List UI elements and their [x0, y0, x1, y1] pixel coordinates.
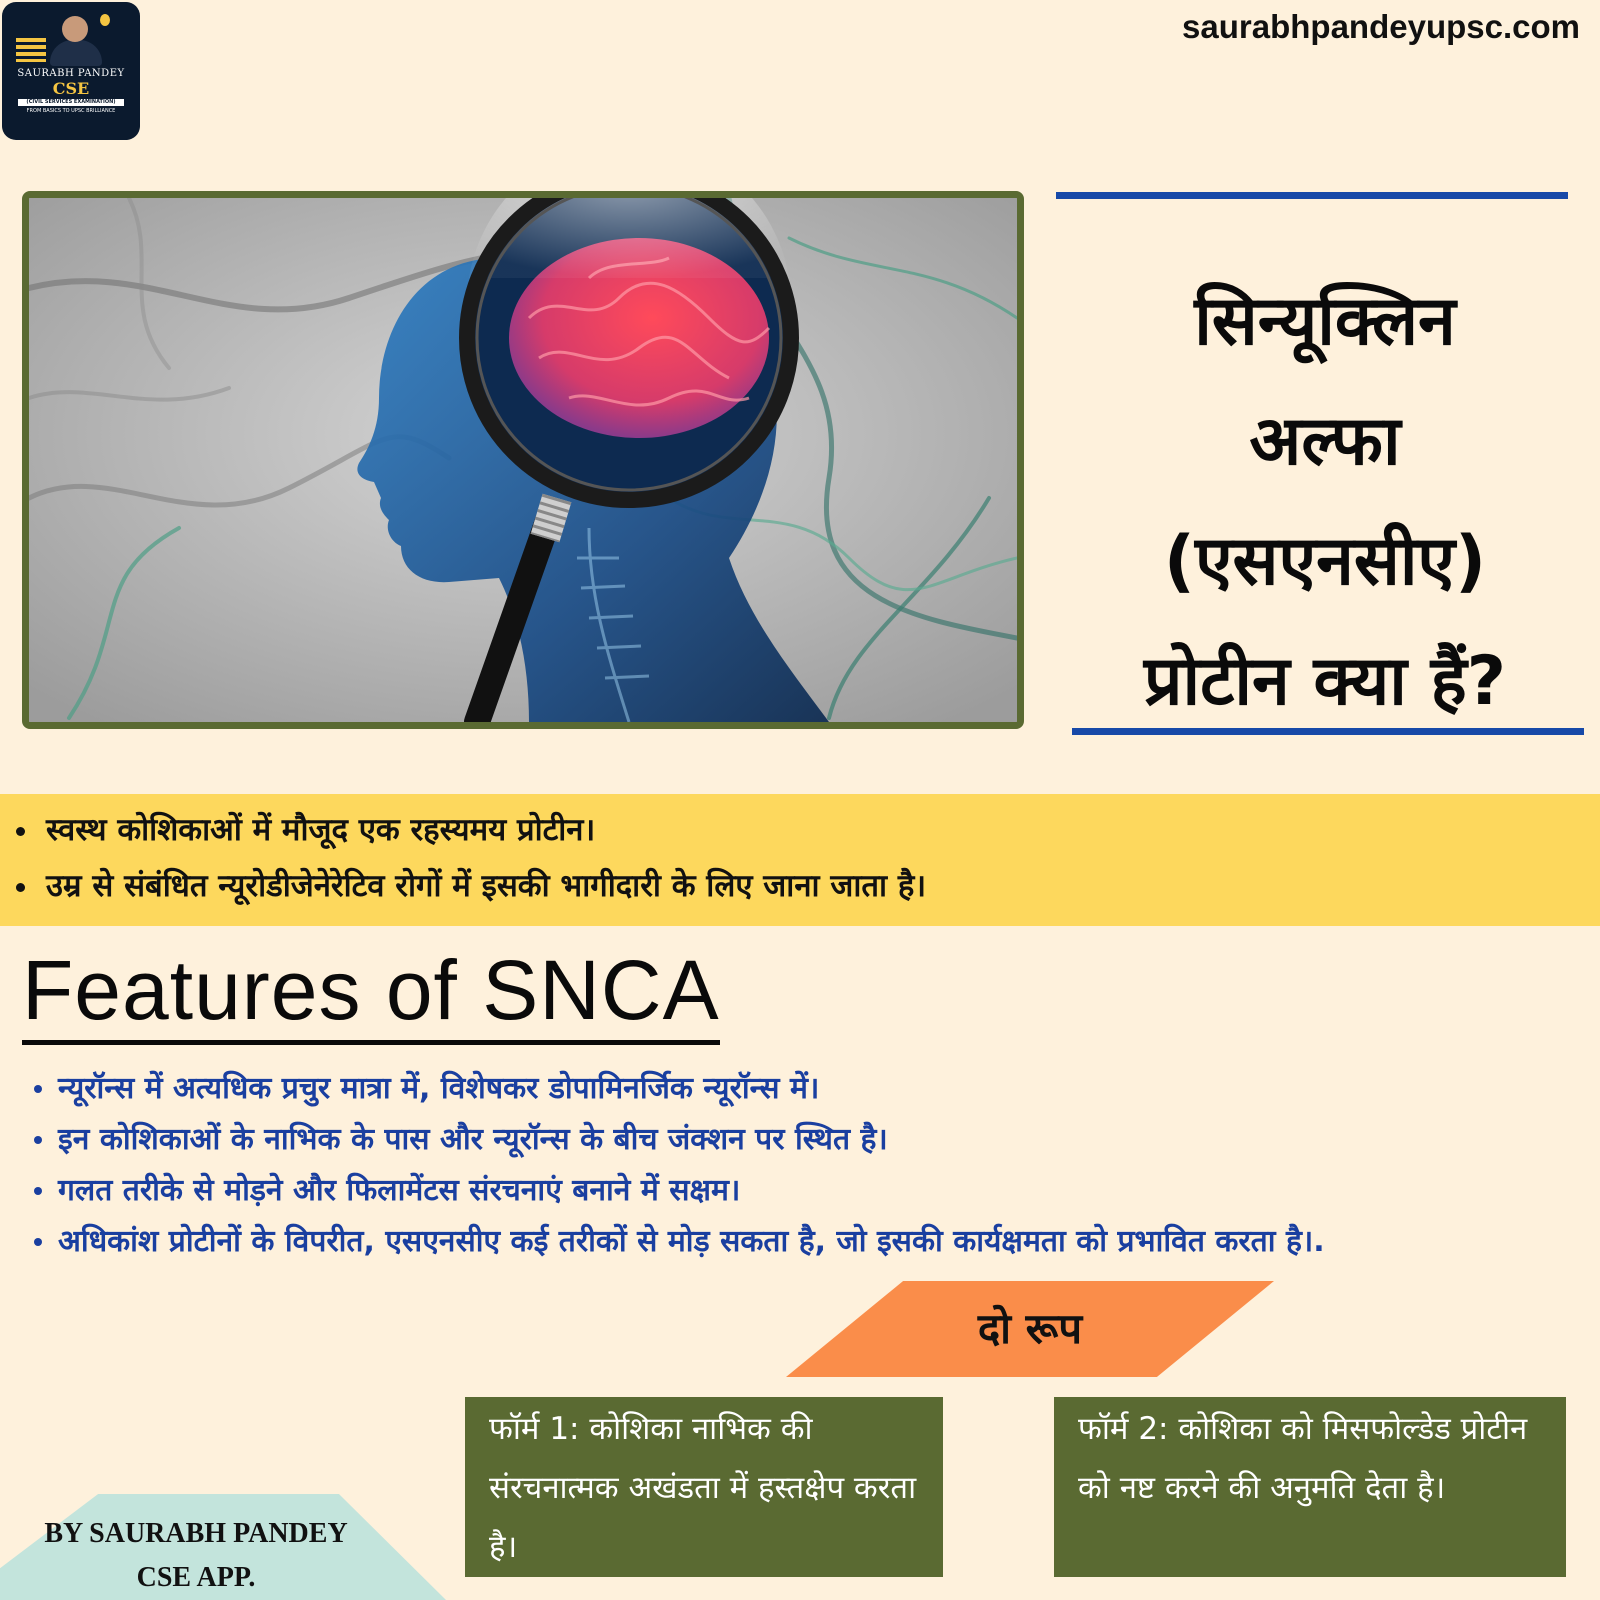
feature-item: गलत तरीके से मोड़ने और फिलामेंटस संरचनाएं बनाने में सक्षम।	[58, 1165, 1598, 1216]
brand-logo	[2, 2, 140, 140]
intro-band	[0, 794, 1600, 926]
books-icon	[16, 38, 46, 62]
credit-badge	[0, 1494, 446, 1600]
features-heading: Features of SNCA	[22, 940, 720, 1045]
intro-list	[0, 794, 1600, 914]
title-line: प्रोटीन क्या हैं?	[1143, 642, 1507, 721]
page-title	[1045, 262, 1600, 742]
title-rule-bottom	[1072, 728, 1584, 735]
title-line: अल्फा	[1249, 402, 1401, 481]
intro-point: उम्र से संबंधित न्यूरोडीजेनेरेटिव रोगों में इसकी भागीदारी के लिए जाना जाता है।	[46, 858, 1600, 914]
form-1-box: फॉर्म 1: कोशिका नाभिक की संरचनात्मक अखंडता में हस्तक्षेप करता है।	[465, 1397, 943, 1577]
lightbulb-icon	[100, 14, 110, 26]
brain-magnifier-illustration	[29, 198, 1017, 722]
logo-subtitle: (CIVIL SERVICES EXAMINATION)	[18, 99, 124, 106]
site-url[interactable]: saurabhpandeyupsc.com	[1182, 8, 1580, 45]
logo-tagline: FROM BASICS TO UPSC BRILLIANCE	[26, 108, 116, 114]
credit-label: BY SAURABH PANDEY CSE APP.	[44, 1518, 348, 1593]
title-line: (एसएनसीए)	[1163, 522, 1487, 601]
logo-person-icon	[50, 40, 102, 66]
feature-item: इन कोशिकाओं के नाभिक के पास और न्यूरॉन्स के बीच जंक्शन पर स्थित है।	[58, 1114, 1598, 1165]
logo-person-head	[62, 16, 88, 42]
logo-name: SAURABH PANDEY	[17, 68, 125, 79]
form-2-box: फॉर्म 2: कोशिका को मिसफोल्डेड प्रोटीन को नष्ट करने की अनुमति देता है।	[1054, 1397, 1566, 1577]
title-rule-top	[1056, 192, 1568, 199]
title-line: सिन्यूक्लिन	[1194, 282, 1456, 361]
forms-banner	[786, 1281, 1274, 1377]
features-list	[32, 1063, 1598, 1267]
feature-item: अधिकांश प्रोटीनों के विपरीत, एसएनसीए कई तरीकों से मोड़ सकता है, जो इसकी कार्यक्षमता को प्रभावित करता है।.	[58, 1216, 1598, 1267]
intro-point: स्वस्थ कोशिकाओं में मौजूद एक रहस्यमय प्रोटीन।	[46, 802, 1600, 858]
feature-item: न्यूरॉन्स में अत्यधिक प्रचुर मात्रा में, विशेषकर डोपामिनर्जिक न्यूरॉन्स में।	[58, 1063, 1598, 1114]
hero-image	[22, 191, 1024, 729]
logo-cse: CSE	[52, 79, 90, 98]
forms-banner-label: दो रूप	[977, 1304, 1083, 1353]
